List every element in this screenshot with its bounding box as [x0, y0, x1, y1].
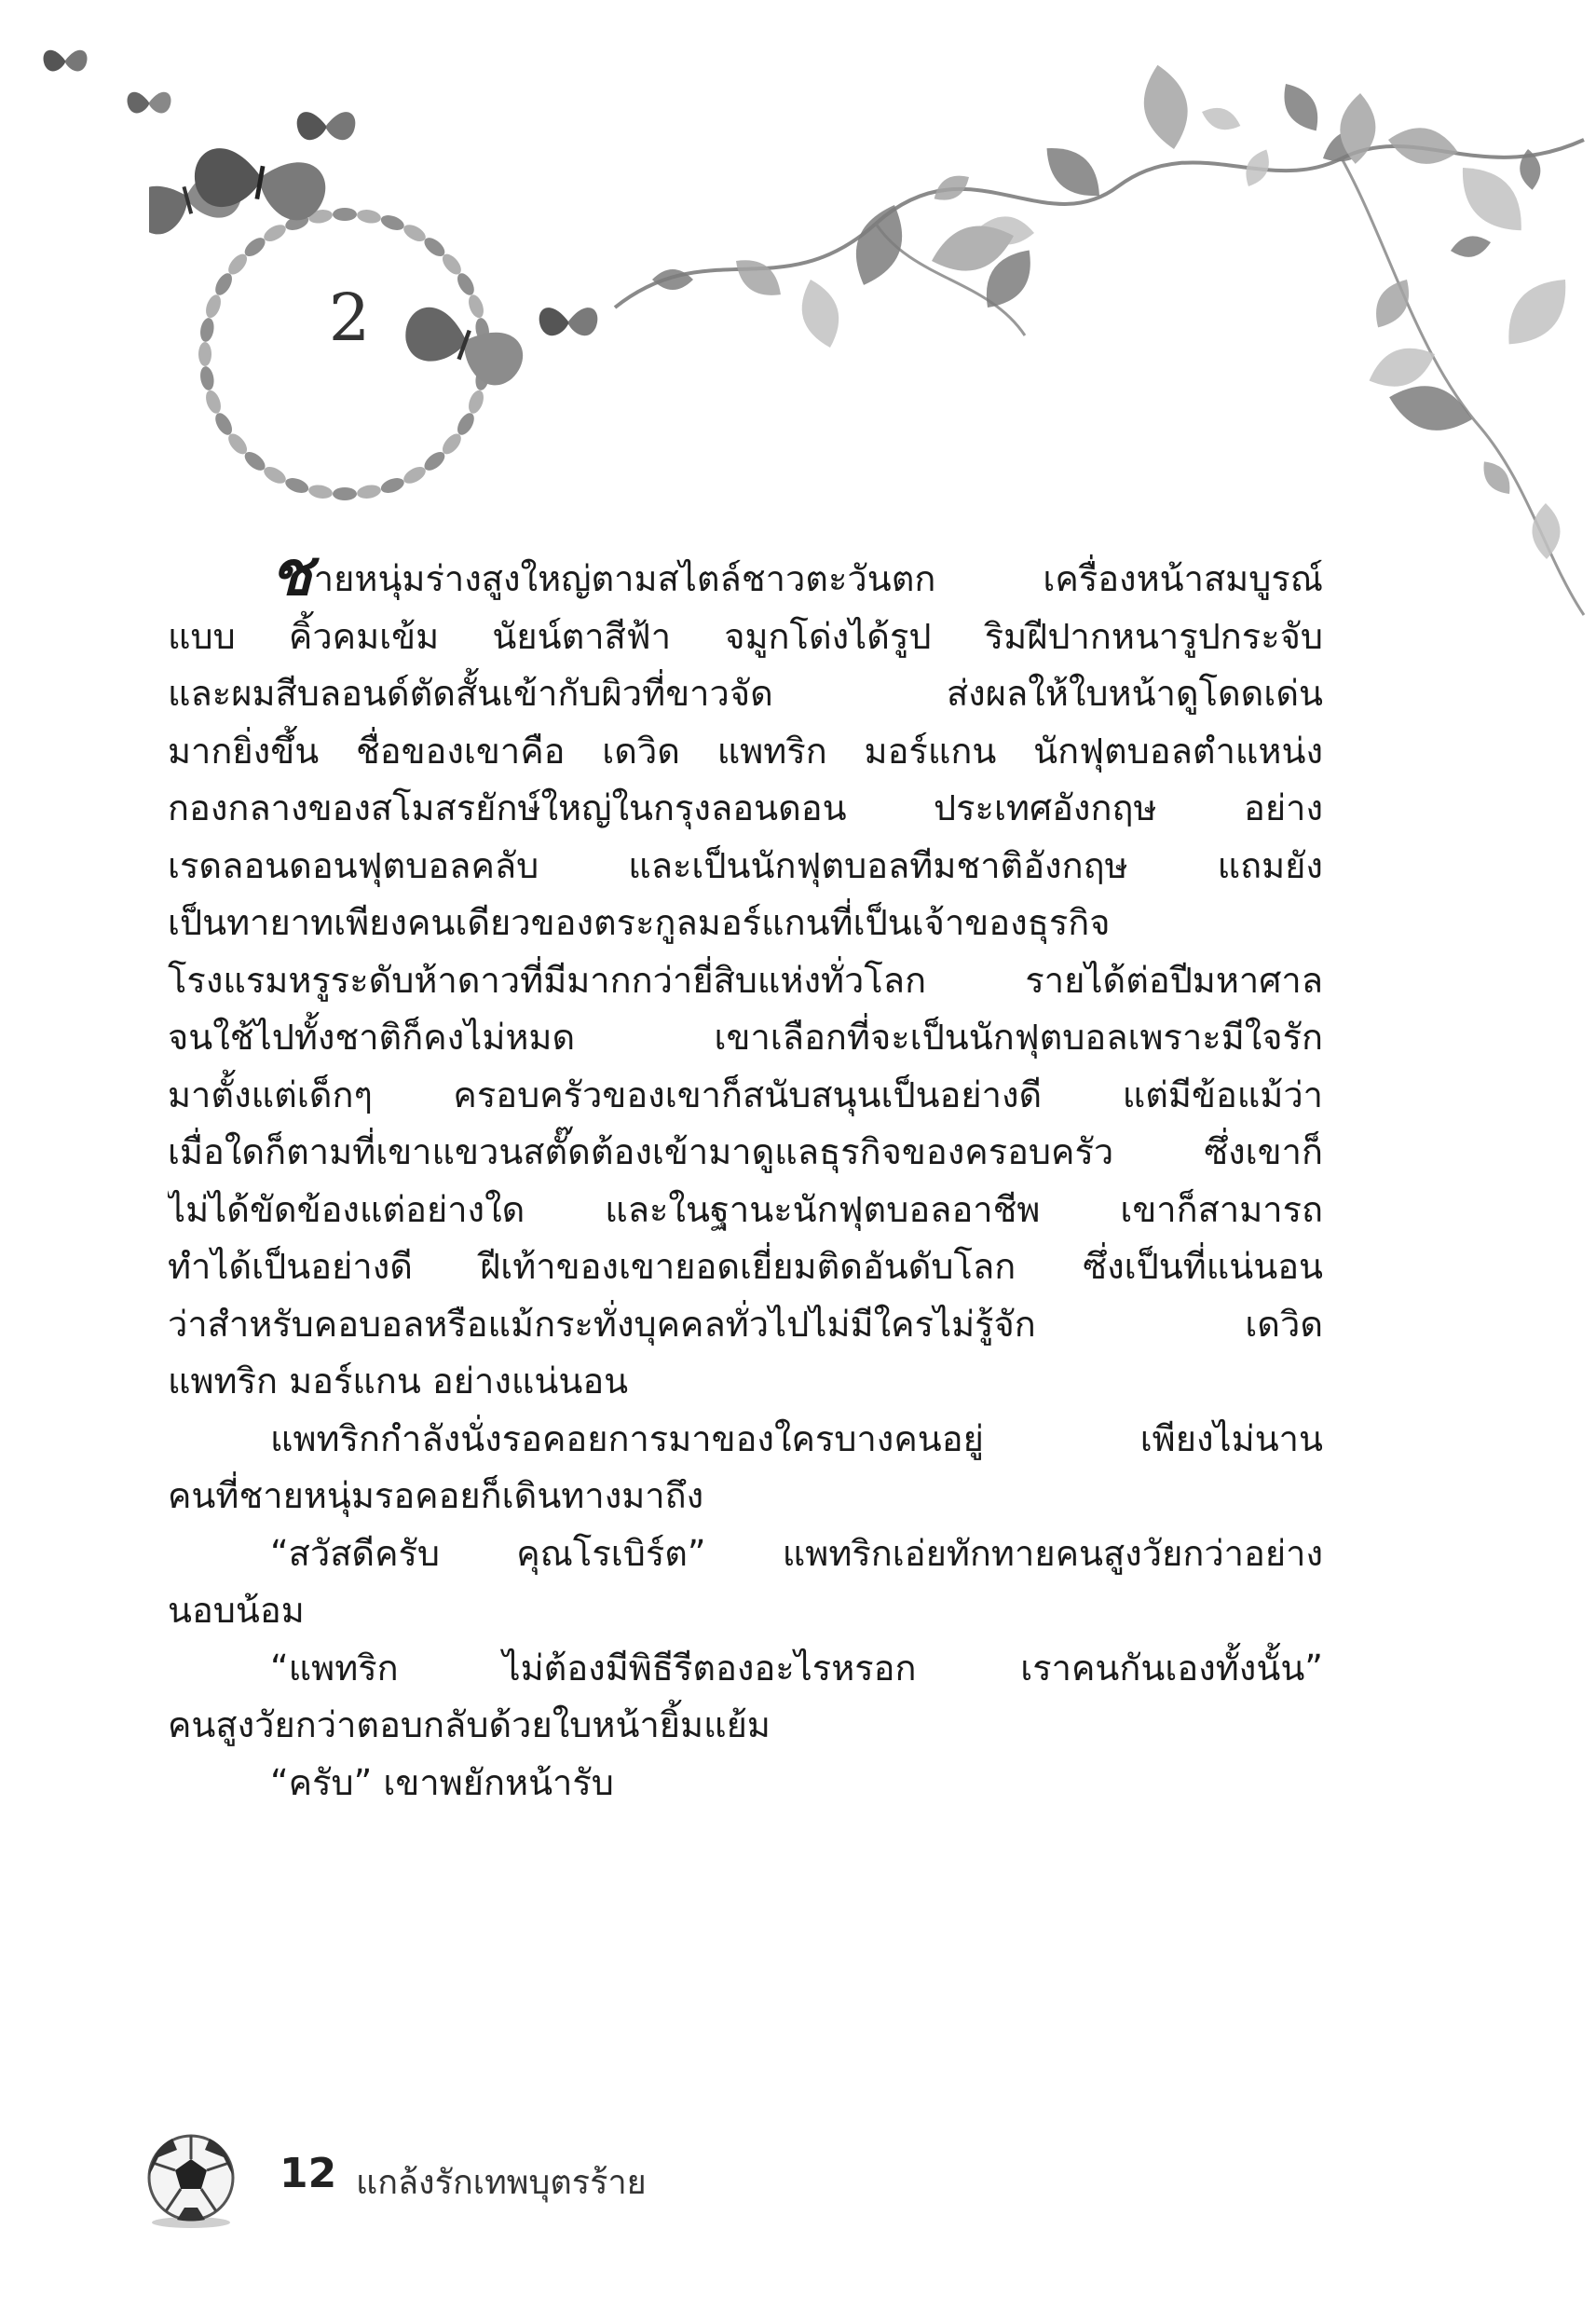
butterfly-icon: [531, 289, 606, 354]
wreath-leaf: [283, 475, 310, 496]
text-line: [168, 1296, 1323, 1354]
wreath-leaf: [356, 208, 382, 225]
wreath-leaf: [379, 212, 406, 233]
wreath-leaf: [198, 317, 215, 343]
vine-leaf: [1366, 272, 1419, 335]
text-line: [168, 665, 1323, 723]
line-text: คนสูงวัยกว่าตอบกลับด้วยใบหน้ายิ้มแย้ม: [168, 1704, 771, 1745]
line-text: และผมสีบลอนด์ตัดสั้นเข้ากับผิวที่ขาวจัด ส่งผลให้ใบหน้าดูโดดเด่น: [168, 673, 1323, 714]
wreath-leaf: [212, 270, 236, 298]
text-line: [168, 895, 1323, 952]
line-text: เรดลอนดอนฟุตบอลคลับ และเป็นนักฟุตบอลทีมชาติอังกฤษ แถมยัง: [168, 844, 1323, 886]
text-line: [168, 1582, 1323, 1640]
wreath-leaf: [333, 487, 357, 500]
line-text: “แพทริก ไม่ต้องมีพิธีรีตองอะไรหรอก เราคนกันเองทั้งนั้น”: [270, 1647, 1323, 1689]
wreath-leaf: [198, 365, 215, 391]
text-line: [168, 1755, 1323, 1812]
vine-leaf: [1449, 232, 1494, 261]
soccer-ball-icon: [140, 2129, 242, 2232]
line-text: คนที่ชายหนุ่มรอคอยก็เดินทางมาถึง: [168, 1475, 704, 1516]
butterfly-icon: [289, 93, 363, 158]
vine-leaf: [1476, 456, 1517, 500]
line-text: แบบ คิ้วคมเข้ม นัยน์ตาสีฟ้า จมูกโด่งได้รูป ริมฝีปากหนารูปกระจับ: [168, 615, 1323, 657]
text-line: [168, 780, 1323, 838]
wreath-leaf: [454, 410, 477, 438]
line-text: แพทริกกำลังนั่งรอคอยการมาของใครบางคนอยู่ เพียงไม่นาน: [270, 1417, 1323, 1459]
vine-leaf: [844, 198, 915, 293]
wreath-leaf: [198, 342, 211, 366]
text-line: [168, 1411, 1323, 1469]
paragraph: [168, 1755, 1323, 1812]
line-text: “สวัสดีครับ คุณโรเบิร์ต” แพทริกเอ่ยทักทายคนสูงวัยกว่าอย่าง: [270, 1532, 1323, 1574]
chapter-number: 2: [328, 280, 371, 356]
text-line: [168, 952, 1323, 1010]
text-line: [168, 1182, 1323, 1239]
text-line: [168, 1468, 1323, 1525]
wreath-leaf: [261, 222, 289, 245]
text-line: [168, 1124, 1323, 1182]
text-line: [168, 1697, 1323, 1755]
line-text: จนใช้ไปทั้งชาติก็คงไม่หมด เขาเลือกที่จะเป็นนักฟุตบอลเพราะมีใจรัก: [168, 1017, 1323, 1058]
book-title: แกล้งรักเทพบุตรร้าย: [356, 2164, 647, 2202]
wreath-leaf: [466, 293, 486, 320]
line-text: เป็นทายาทเพียงคนเดียวของตระกูลมอร์แกนที่เป็นเจ้าของธุรกิจ: [168, 902, 1111, 943]
text-line: [168, 1353, 1323, 1411]
page-footer: [140, 2129, 978, 2232]
vine-leaf: [1385, 122, 1461, 170]
text-line: [168, 1238, 1323, 1296]
butterfly-icon: [398, 301, 529, 392]
butterfly-icon: [37, 37, 93, 84]
wreath-leaf: [261, 463, 289, 486]
line-text: โรงแรมหรูระดับห้าดาวที่มีมากกว่ายี่สิบแห่งทั่วโลก รายได้ต่อปีมหาศาล: [168, 959, 1323, 1001]
line-text: ายหนุ่มร่างสูงใหญ่ตามสไตล์ชาวตะวันตก เครื่องหน้าสมบูรณ์: [313, 558, 1323, 599]
wreath-leaf: [401, 463, 429, 486]
vine-leaf: [1274, 76, 1328, 139]
text-line: [168, 838, 1323, 896]
line-text: นอบน้อม: [168, 1590, 305, 1631]
vine-leaf: [1493, 266, 1581, 359]
wreath-leaf: [379, 475, 406, 496]
butterfly-icon: [121, 79, 177, 126]
page-number: 12: [280, 2150, 337, 2197]
text-line: [168, 723, 1323, 781]
wreath-leaf: [401, 222, 429, 245]
line-text: “ครับ” เขาพยักหน้ารับ: [270, 1761, 614, 1803]
vine-leaf: [1532, 503, 1561, 560]
line-text: ทำได้เป็นอย่างดี ฝีเท้าของเขายอดเยี่ยมติดอันดับโลก ซึ่งเป็นที่แน่นอน: [168, 1246, 1323, 1287]
line-text: มากยิ่งขึ้น ชื่อของเขาคือ เดวิด แพทริก มอร์แกน นักฟุตบอลตำแหน่ง: [168, 730, 1323, 772]
line-text: ไม่ได้ขัดข้องแต่อย่างใด และในฐานะนักฟุตบอลอาชีพ เขาก็สามารถ: [168, 1188, 1323, 1230]
text-line: [168, 1067, 1323, 1125]
text-line: [168, 1640, 1323, 1698]
wreath-leaf: [307, 484, 334, 500]
text-line: [168, 550, 1323, 609]
wreath-leaf: [203, 293, 224, 320]
paragraph: [168, 1525, 1323, 1640]
line-text: ว่าสำหรับคอบอลหรือแม้กระทั่งบุคคลทั่วไปไม่มีใครไม่รู้จัก เดวิด: [168, 1303, 1323, 1345]
text-line: [168, 1525, 1323, 1583]
wreath-leaf: [356, 484, 382, 500]
line-text: เมื่อใดก็ตามที่เขาแขวนสตั๊ดต้องเข้ามาดูแลธุรกิจของครอบครัว ซึ่งเขาก็: [168, 1131, 1323, 1172]
story-body: [168, 550, 1323, 1812]
vine-leaf: [794, 275, 847, 353]
paragraph: [168, 550, 1323, 1411]
wreath-leaf: [454, 270, 477, 298]
paragraph: [168, 1411, 1323, 1525]
text-line: [168, 609, 1323, 666]
text-line: [168, 1009, 1323, 1067]
line-text: มาตั้งแต่เด็กๆ ครอบครัวของเขาก็สนับสนุนเป็นอย่างดี แต่มีข้อแม้ว่า: [168, 1073, 1323, 1115]
wreath-leaf: [212, 410, 236, 438]
paragraph: [168, 1640, 1323, 1755]
line-text: กองกลางของสโมสรยักษ์ใหญ่ในกรุงลอนดอน ประเทศอังกฤษ อย่าง: [168, 787, 1323, 828]
drop-cap: ช: [270, 550, 312, 609]
wreath-leaf: [203, 389, 224, 416]
vine-leaf: [728, 250, 789, 306]
wreath-leaf: [466, 389, 486, 416]
vine-leaf: [1137, 61, 1195, 153]
wreath-leaf: [333, 208, 357, 221]
vine-leaf: [1198, 103, 1244, 136]
line-text: แพทริก มอร์แกน อย่างแน่นอน: [168, 1361, 629, 1402]
